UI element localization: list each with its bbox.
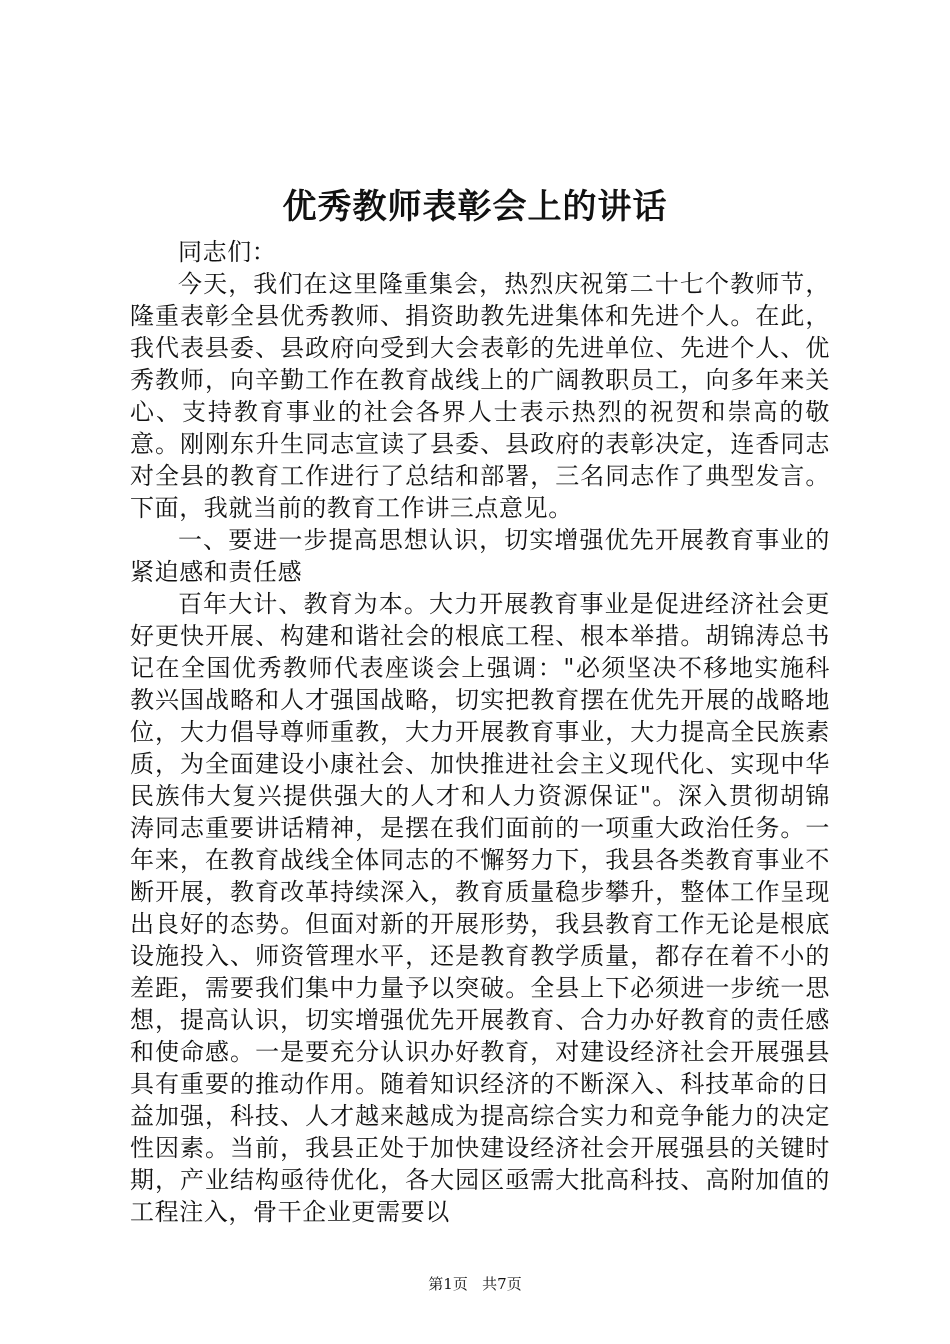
page-total: 共7页 xyxy=(482,1275,522,1293)
opening-paragraph: 今天，我们在这里隆重集会，热烈庆祝第二十七个教师节，隆重表彰全县优秀教师、捐资助教先进集体和先进个人。在此，我代表县委、县政府向受到大会表彰的先进单位、先进个人、优秀教师，向辛勤工作在教育战线上的广阔教职员工，向多年来关心、支持教育事业的社会各界人士表示热烈的祝贺和崇高的敬意。刚刚东升生同志宣读了县委、县政府的表彰决定，连香同志对全县的教育工作进行了总结和部署，三名同志作了典型发言。下面，我就当前的教育工作讲三点意见。 xyxy=(130,270,830,522)
document-title: 优秀教师表彰会上的讲话 xyxy=(282,187,668,227)
page-number: 第1页 xyxy=(428,1275,468,1293)
section-heading: 一、要进一步提高思想认识，切实增强优先开展教育事业的紧迫感和责任感 xyxy=(130,526,830,586)
document-body xyxy=(130,236,830,1228)
salutation-paragraph: 同志们： xyxy=(178,238,277,266)
page-footer xyxy=(0,1274,950,1294)
body-paragraph: 百年大计、教育为本。大力开展教育事业是促进经济社会更好更快开展、构建和谐社会的根底工程、根本举措。胡锦涛总书记在全国优秀教师代表座谈会上强调："必须坚决不移地实施科教兴国战略和人才强国战略，切实把教育摆在优先开展的战略地位，大力倡导尊师重教，大力开展教育事业，大力提高全民族素质，为全面建设小康社会、加快推进社会主义现代化、实现中华民族伟大复兴提供强大的人才和人力资源保证"。深入贯彻胡锦涛同志重要讲话精神，是摆在我们面前的一项重大政治任务。一年来，在教育战线全体同志的不懈努力下，我县各类教育事业不断开展，教育改革持续深入，教育质量稳步攀升，整体工作呈现出良好的态势。但面对新的开展形势，我县教育工作无论是根底设施投入、师资管理水平，还是教育教学质量，都存在着不小的差距，需要我们集中力量予以突破。全县上下必须进一步统一思想，提高认识，切实增强优先开展教育、合力办好教育的责任感和使命感。一是要充分认识办好教育，对建设经济社会开展强县具有重要的推动作用。随着知识经济的不断深入、科技革命的日益加强，科技、人才越来越成为提高综合实力和竞争能力的决定性因素。当前，我县正处于加快建设经济社会开展强县的关键时期，产业结构亟待优化，各大园区亟需大批高科技、高附加值的工程注入，骨干企业更需要以 xyxy=(130,590,830,1226)
